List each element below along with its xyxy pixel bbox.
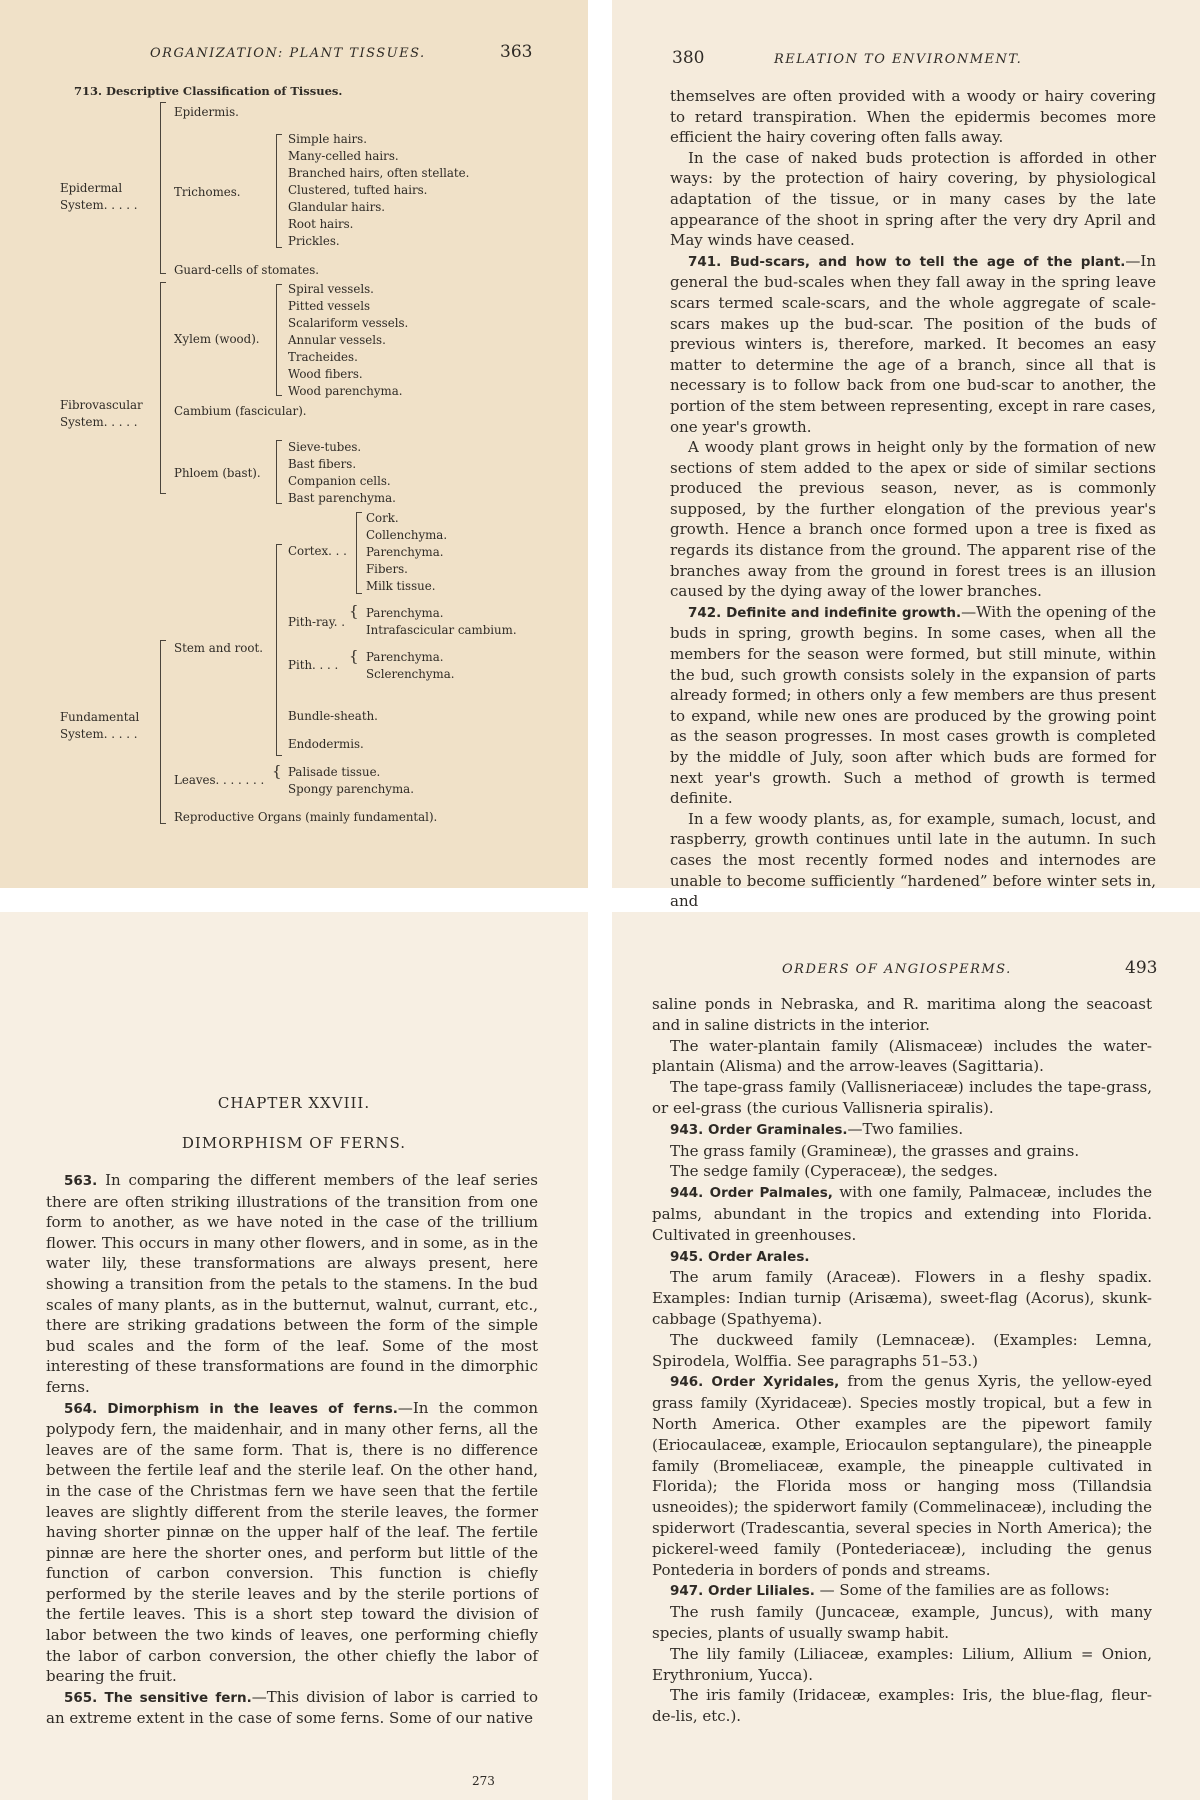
paragraph [46,1398,538,1687]
section-heading: 946. Order Xyridales, [670,1374,840,1391]
pith-ray-brace: { [349,602,359,620]
paragraph [652,1371,1152,1580]
xylem-type: Wood fibers. [288,367,363,381]
cortex-label: Cortex. . . [288,544,347,558]
page-273 [0,912,588,1800]
section-heading: 947. Order Liliales. [670,1583,815,1600]
section-heading: 741. Bud-scars, and how to tell the age of the plant. [688,253,1126,270]
paragraph-text: —In general the bud-scales when they fall away in the spring leave scars termed scale-scars, and the whole aggregate of scale-scars makes up the bud-scar. The position of the buds of previous winters is, therefore, marked. It becomes an easy matter to determine the age of a branch, since all that is necessary is to follow back from one bud-scar to another, the portion of the stem between representing, except in rare cases, one year's growth. [670,251,1156,436]
paragraph: The tape-grass family (Vallisneriaceæ) includes the tape-grass, or eel-grass (the curious Vallisneria spiralis). [652,1078,1152,1117]
paragraph-text: —This division of labor is carried to an extreme extent in the case of some ferns. Some of our native [46,1687,538,1728]
fibrovascular-bracket [160,282,166,494]
page-number: 380 [672,48,705,68]
trichome-type: Clustered, tufted hairs. [288,183,428,197]
fibrovascular-system-label: Fibrovascular [60,398,143,412]
paragraph: The water-plantain family (Alismaceæ) includes the water-plantain (Alisma) and the arrow-leaves (Sagittaria). [652,1036,1152,1076]
paragraph: The rush family (Juncaceæ, example, Juncus), with many species, plants of usually swamp habit. [652,1603,1152,1642]
trichome-type: Root hairs. [288,217,354,231]
epidermal-bracket [160,102,166,274]
leaves-brace: { [272,762,282,780]
cortex-type: Milk tissue. [366,579,436,593]
body-text [46,1170,538,1729]
body-text [670,86,1156,912]
paragraph-text: —Two families. [847,1119,964,1138]
trichome-type: Simple hairs. [288,132,367,146]
paragraph: saline ponds in Nebraska, and R. maritima along the seacoast and in saline districts in the interior. [652,995,1152,1034]
paragraph: themselves are often provided with a woody or hairy covering to retard transpiration. When the epidermis becomes more efficient the hairy covering often falls away. [670,87,1156,147]
cortex-bracket [356,512,362,594]
running-head: ORDERS OF ANGIOSPERMS. [782,962,1012,977]
stem-and-root-label: Stem and root. [174,641,264,655]
leaves-label: Leaves. . . . . . . [174,773,265,787]
cambium-label: Cambium (fascicular). [174,404,307,418]
xylem-bracket [276,284,282,396]
paragraph: The lily family (Liliaceæ, examples: Lilium, Allium = Onion, Erythronium, Yucca). [652,1644,1152,1684]
endodermis-label: Endodermis. [288,737,364,751]
guard-cells-label: Guard-cells of stomates. [174,263,320,277]
section-heading: 564. Dimorphism in the leaves of ferns. [64,1400,398,1417]
phloem-type: Sieve-tubes. [288,440,362,454]
trichomes-bracket [276,134,282,248]
leaves-type: Spongy parenchyma. [288,782,414,796]
reproductive-organs-label: Reproductive Organs (mainly fundamental). [174,810,438,824]
trichome-type: Branched hairs, often stellate. [288,166,470,180]
paragraph [652,1182,1152,1245]
xylem-type: Pitted vessels [288,299,371,313]
paragraph: In the case of naked buds protection is afforded in other ways: by the protection of hairy covering, by physiological adaptation of the tissue, or in many cases by the late appearance of the shoot in spring after the very dry April and May winds have ceased. [670,148,1156,250]
leaves-type: Palisade tissue. [288,765,381,779]
paragraph [652,1580,1152,1602]
phloem-type: Bast fibers. [288,457,357,471]
section-heading: 742. Definite and indefinite growth. [688,604,962,621]
section-heading: 944. Order Palmales, [670,1185,833,1202]
paragraph: The sedge family (Cyperaceæ), the sedges. [670,1162,998,1181]
page-number: 493 [1125,958,1158,978]
xylem-type: Annular vessels. [288,333,386,347]
paragraph: The iris family (Iridaceæ, examples: Iris, the blue-flag, fleur-de-lis, etc.). [652,1686,1152,1726]
paragraph [652,1246,1152,1268]
section-heading: 563. [64,1173,98,1189]
paragraph: A woody plant grows in height only by the formation of new sections of stem added to the apex or side of similar sections produced the previous season, never, as is commonly supposed, by the further elongation of the previous year's growth. Hence a branch once formed upon a tree is fixed as regards its distance from the ground. The apparent rise of the branches away from the ground in forest trees is an illusion caused by the dying away of the lower branches. [670,438,1156,601]
epidermal-system-label: Epidermal [60,181,123,195]
paragraph-text: —In the common polypody fern, the maidenhair, and in many other ferns, all the leaves are of the same form. That is, there is no difference between the fertile leaf and the sterile leaf. On the other hand, in the case of the Christmas fern we have seen that the fertile leaves are slightly different from the sterile leaves, the former having shorter pinnæ on the upper half of the leaf. The fertile pinnæ are here the shorter ones, and perform but little of the function of carbon conversion. This function is chiefly performed by the sterile leaves and by the sterile portions of the fertile leaves. This is a short step toward the division of labor between the two kinds of leaves, one performing chiefly the labor of carbon conversion, the other chiefly the labor of bearing the fruit. [46,1398,538,1686]
paragraph [46,1170,538,1398]
section-heading: 943. Order Graminales. [670,1121,848,1138]
body-text [652,994,1152,1727]
paragraph-text: In comparing the different members of the leaf series there are often striking illustrations of the transition from one form to another, as we have noted in the case of the trillium flower. This occurs in many other flowers, and in some, as in the water lily, these transformations are always present, here showing a transition from the petals to the stamens. In the bud scales of many plants, as in the butternut, walnut, currant, etc., there are striking gradations between the form of the simple bud scales and the form of the leaf. Some of the most interesting of these transformations are found in the dimorphic ferns. [46,1171,538,1396]
cortex-type: Parenchyma. [366,545,444,559]
paragraph: The grass family (Gramineæ), the grasses and grains. [670,1141,1080,1160]
paragraph: The arum family (Araceæ). Flowers in a fleshy spadix. Examples: Indian turnip (Arisæma), sweet-flag (Acorus), skunk-cabbage (Spathyema). [652,1268,1152,1328]
epidermis-label: Epidermis. [174,105,239,119]
page-380 [612,0,1200,911]
xylem-type: Wood parenchyma. [288,384,403,398]
paragraph [670,602,1156,809]
paragraph-text: with one family, Palmaceæ, includes the palms, abundant in the tropics and extending into Florida. Cultivated in greenhouses. [652,1183,1152,1244]
phloem-type: Bast parenchyma. [288,491,396,505]
fibrovascular-system-label-2: System. . . . . [60,415,138,429]
paragraph: In a few woody plants, as, for example, sumach, locust, and raspberry, growth continues until late in the autumn. In such cases the most recently formed nodes and internodes are unable to become sufficiently “hardened” before winter sets in, and [670,809,1156,911]
pith-ray-label: Pith-ray. . [288,615,346,629]
trichome-type: Prickles. [288,234,340,248]
bundle-sheath-label: Bundle-sheath. [288,709,378,723]
cortex-type: Collenchyma. [366,528,448,542]
paragraph [670,251,1156,437]
pith-brace: { [349,647,359,665]
pith-type: Parenchyma. [366,650,444,664]
pith-label: Pith. . . . [288,658,339,672]
cortex-type: Cork. [366,511,399,525]
chapter-number: CHAPTER XXVIII. [217,1094,371,1112]
chapter-title: DIMORPHISM OF FERNS. [181,1134,407,1152]
cortex-type: Fibers. [366,562,408,576]
fundamental-bracket [160,640,166,824]
phloem-type: Companion cells. [288,474,391,488]
folio: 273 [472,1774,495,1788]
epidermal-system-label-2: System. . . . . [60,198,138,212]
xylem-type: Tracheides. [288,350,358,364]
page-493 [612,912,1200,1800]
section-heading: 565. The sensitive fern. [64,1689,252,1706]
trichomes-label: Trichomes. [174,185,241,199]
paragraph-text: —With the opening of the buds in spring, growth begins. In some cases, when all the members for the season were formed, but still minute, within the bud, such growth consists solely in the expansion of parts already formed; in others only a few members are thus present to expand, while new ones are produced by the growing point as the season progresses. In most cases growth is completed by the middle of July, soon after which buds are formed for next year's growth. Such a method of growth is termed definite. [670,602,1156,808]
fundamental-system-label: Fundamental [60,710,140,724]
running-head: RELATION TO ENVIRONMENT. [774,52,1023,67]
section-heading: 713. Descriptive Classification of Tissues. [74,84,343,98]
pith-ray-type: Intrafascicular cambium. [366,623,517,637]
paragraph: The duckweed family (Lemnaceæ). (Examples: Lemna, Spirodela, Wolffia. See paragraphs 51–53.) [652,1330,1152,1370]
pith-ray-type: Parenchyma. [366,606,444,620]
paragraph [46,1687,538,1729]
xylem-type: Scalariform vessels. [288,316,409,330]
phloem-bracket [276,440,282,504]
paragraph [652,1119,1152,1141]
xylem-label: Xylem (wood). [174,332,260,346]
paragraph-text: from the genus Xyris, the yellow-eyed grass family (Xyridaceæ). Species mostly tropical, but a few in North America. Other examples are the pipewort family (Eriocaulaceæ, example, Eriocaulon septangulare), the pineapple family (Bromeliaceæ, example, the pineapple cultivated in Florida); the Florida moss or hanging moss (Tillandsia usneoides); the spiderwort family (Commelinaceæ), including the spiderwort (Tradescantia, several species in North America); the pickerel-weed family (Pontederiaceæ), including the genus Pontederia in borders of ponds and streams. [652,1372,1152,1579]
fundamental-system-label-2: System. . . . . [60,727,138,741]
page-number: 363 [500,42,533,62]
trichome-type: Many-celled hairs. [288,149,399,163]
phloem-label: Phloem (bast). [174,466,261,480]
trichome-type: Glandular hairs. [288,200,386,214]
pith-type: Sclerenchyma. [366,667,455,681]
stem-bracket [276,544,282,756]
section-heading: 945. Order Arales. [670,1248,810,1265]
paragraph-text: — Some of the families are as follows: [814,1581,1110,1600]
page-363 [0,0,588,888]
running-head: ORGANIZATION: PLANT TISSUES. [150,46,426,61]
xylem-type: Spiral vessels. [288,282,374,296]
